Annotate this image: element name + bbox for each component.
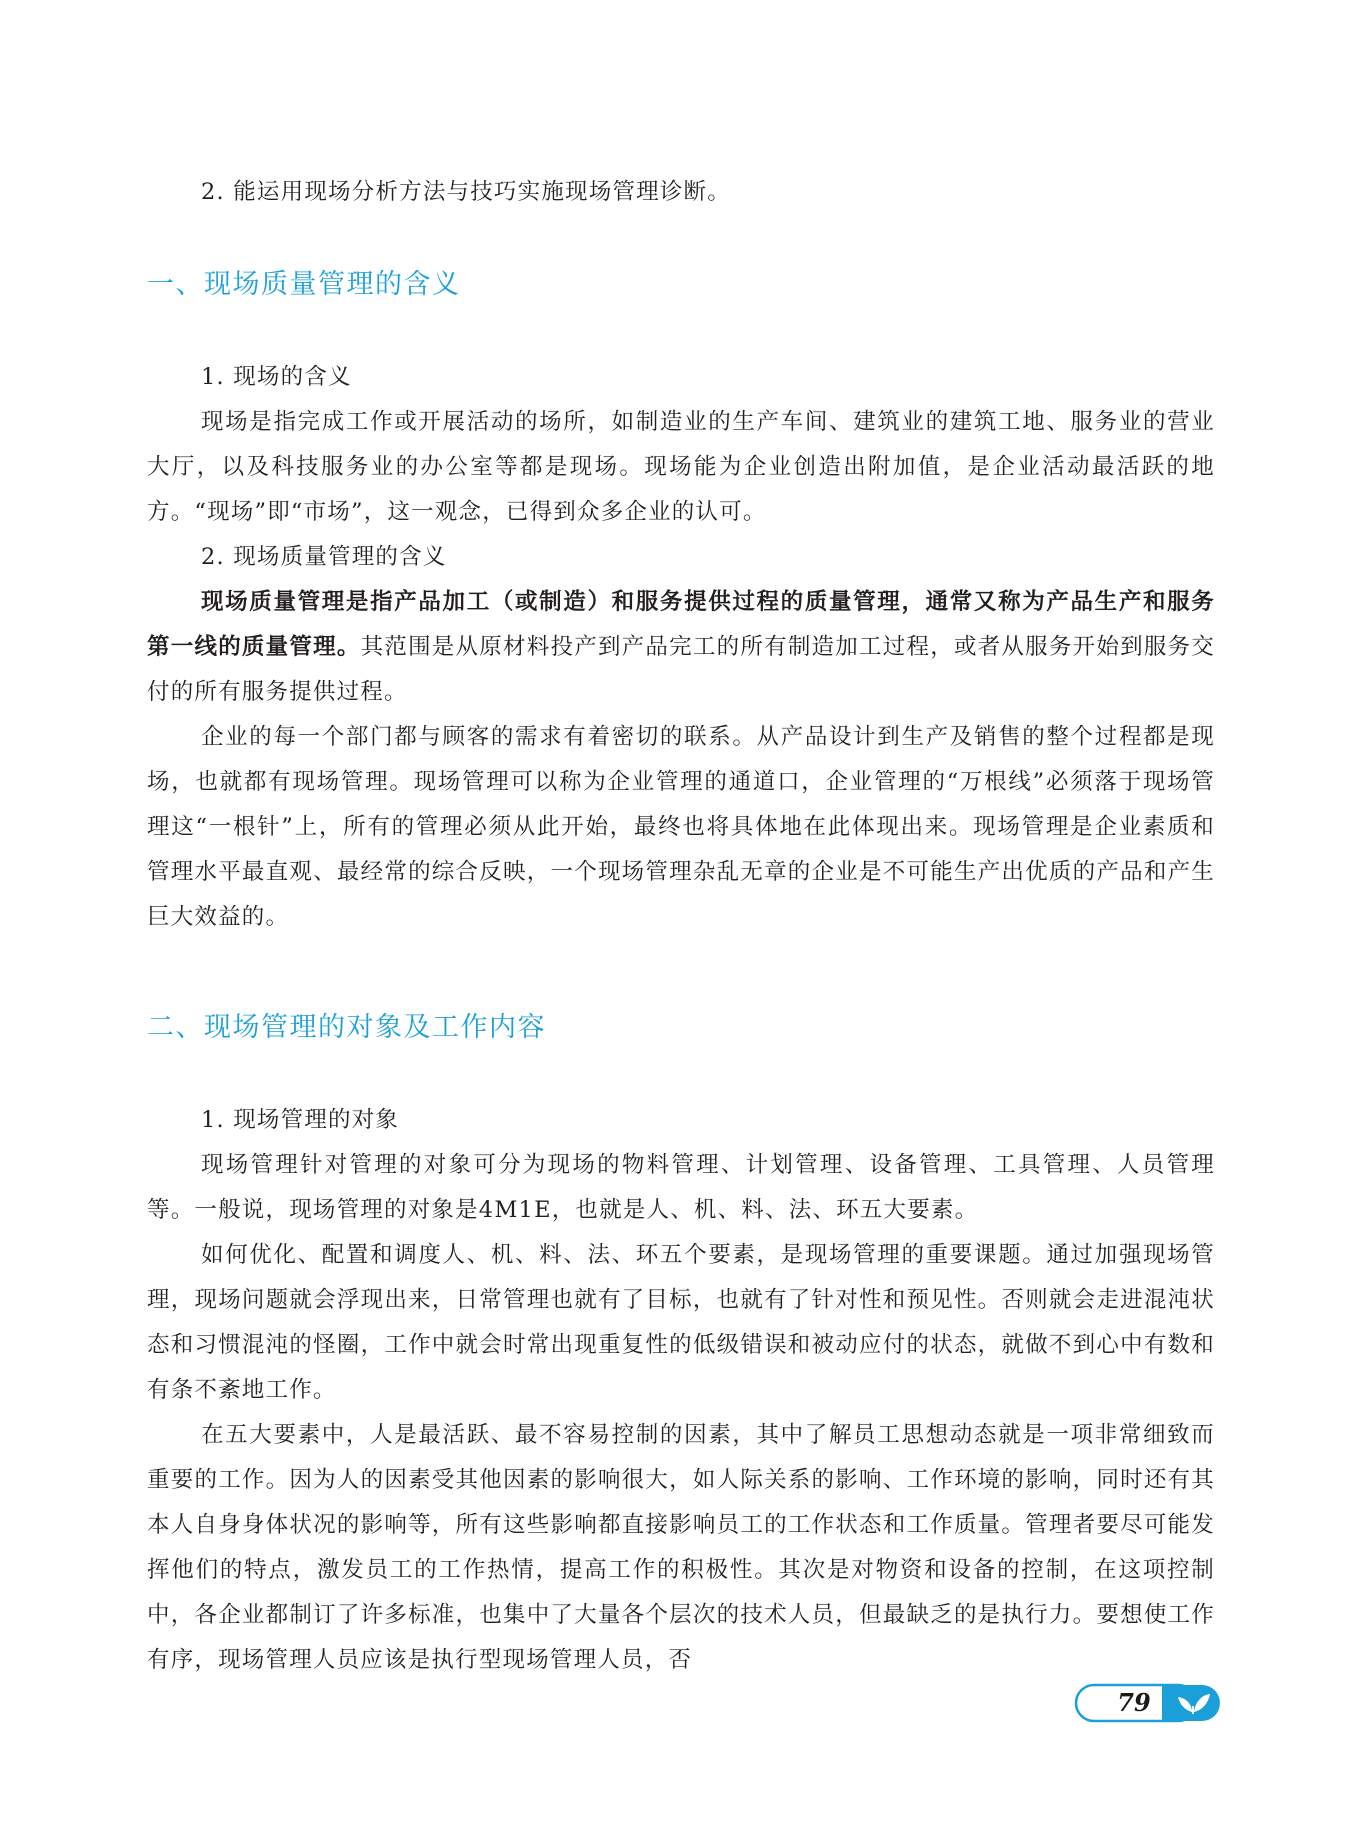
page-number-badge (1074, 1682, 1222, 1724)
section-heading-2: 二、现场管理的对象及工作内容 (147, 1012, 546, 1043)
paragraph-1-2-rest: 其范围是从原材料投产到产品完工的所有制造加工过程，或者从服务开始到服务交付的所有服务提供过程。 (147, 634, 1215, 705)
paragraph-1-2 (147, 580, 1215, 715)
paragraph-2-3: 在五大要素中，人是最活跃、最不容易控制的因素，其中了解员工思想动态就是一项非常细致而重要的工作。因为人的因素受其他因素的影响很大，如人际关系的影响、工作环境的影响，同时还有其本人自身身体状况的影响等，所有这些影响都直接影响员工的工作状态和工作质量。管理者要尽可能发挥他们的特点，激发员工的工作热情，提高工作的积极性。其次是对物资和设备的控制，在这项控制中，各企业都制订了许多标准，也集中了大量各个层次的技术人员，但最缺乏的是执行力。要想使工作有序，现场管理人员应该是执行型现场管理人员，否 (147, 1422, 1215, 1673)
paragraph-1-2-bold: 现场质量管理是指产品加工（或制造）和服务提供过程的质量管理，通常又称为产品生产和服务第一线的质量管理。 (147, 589, 1215, 660)
page-number: 79 (1117, 1688, 1151, 1717)
subheading-2-1: 1. 现场管理的对象 (201, 1107, 400, 1133)
paragraph-2-2: 如何优化、配置和调度人、机、料、法、环五个要素，是现场管理的重要课题。通过加强现场管理，现场问题就会浮现出来，日常管理也就有了目标，也就有了针对性和预见性。否则就会走进混沌状态和习惯混沌的怪圈，工作中就会时常出现重复性的低级错误和被动应付的状态，就做不到心中有数和有条不紊地工作。 (147, 1242, 1215, 1403)
subheading-1-2: 2. 现场质量管理的含义 (201, 544, 447, 570)
section-heading-1: 一、现场质量管理的含义 (147, 269, 461, 300)
intro-list-item: 2. 能运用现场分析方法与技巧实施现场管理诊断。 (201, 179, 731, 205)
subheading-1-1: 1. 现场的含义 (201, 364, 352, 390)
body-content (147, 170, 1215, 1683)
paragraph-2-1: 现场管理针对管理的对象可分为现场的物料管理、计划管理、设备管理、工具管理、人员管理等。一般说，现场管理的对象是4M1E，也就是人、机、料、法、环五大要素。 (147, 1152, 1215, 1223)
paragraph-1-1: 现场是指完成工作或开展活动的场所，如制造业的生产车间、建筑业的建筑工地、服务业的营业大厅，以及科技服务业的办公室等都是现场。现场能为企业创造出附加值，是企业活动最活跃的地方。“现场”即“市场”，这一观念，已得到众多企业的认可。 (147, 409, 1215, 525)
paragraph-1-3: 企业的每一个部门都与顾客的需求有着密切的联系。从产品设计到生产及销售的整个过程都是现场，也就都有现场管理。现场管理可以称为企业管理的通道口，企业管理的“万根线”必须落于现场管理这“一根针”上，所有的管理必须从此开始，最终也将具体地在此体现出来。现场管理是企业素质和管理水平最直观、最经常的综合反映，一个现场管理杂乱无章的企业是不可能生产出优质的产品和产生巨大效益的。 (147, 724, 1215, 930)
